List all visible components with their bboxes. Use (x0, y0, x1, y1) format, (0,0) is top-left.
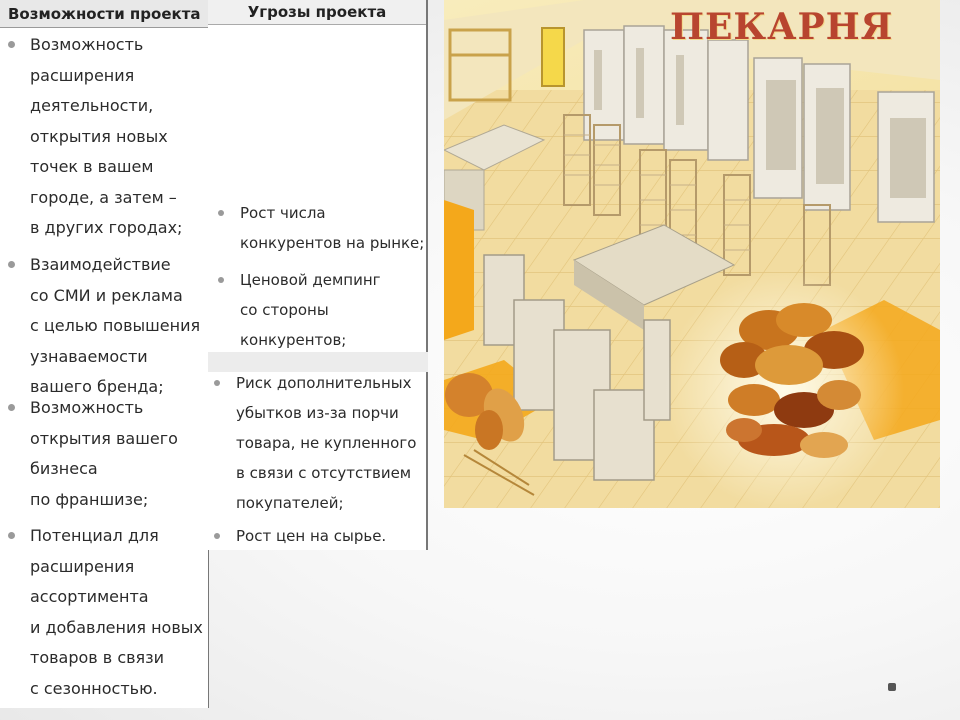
bakery-floor-icon (444, 0, 940, 508)
bullet-icon (214, 380, 220, 386)
bullet-icon (218, 277, 224, 283)
opportunity-item: Возможность открытия вашего бизнеса по франшизе; (30, 393, 178, 515)
threat-item: Рост числа конкурентов на рынке; (240, 198, 424, 258)
bullet-icon (8, 532, 15, 539)
slide-marker-icon (888, 683, 896, 691)
opportunity-item: Потенциал для расширения ассортимента и добавления новых товаров в связи с сезонностью. (30, 521, 203, 704)
opportunity-item: Возможность расширения деятельности, открытия новых точек в вашем городе, а затем – в других городах; (30, 30, 182, 244)
bullet-icon (214, 533, 220, 539)
threat-item: Рост цен на сырье. (236, 521, 386, 551)
illustration-title: ПЕКАРНЯ (670, 6, 894, 48)
threats-header: Угрозы проекта (208, 0, 426, 25)
bullet-icon (8, 404, 15, 411)
opportunities-header: Возможности проекта (0, 0, 208, 28)
bullet-icon (8, 261, 15, 268)
threat-item: Ценовой демпинг со стороны конкурентов; (240, 265, 381, 355)
opportunity-item: Взаимодействие со СМИ и реклама с целью повышения узнаваемости вашего бренда; (30, 250, 200, 403)
bullet-icon (8, 41, 15, 48)
bakery-illustration (444, 0, 940, 508)
threat-item: Риск дополнительных убытков из-за порчи товара, не купленного в связи с отсутствием покупателей; (236, 368, 416, 518)
bullet-icon (218, 210, 224, 216)
